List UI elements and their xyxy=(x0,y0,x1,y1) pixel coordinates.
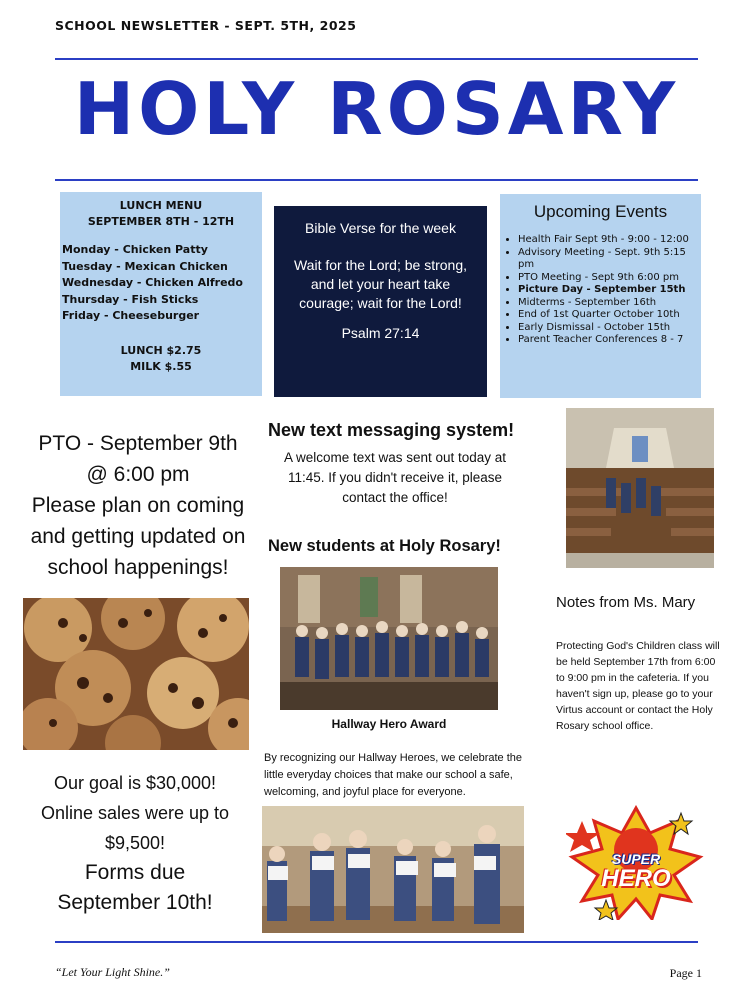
verse-title: Bible Verse for the week xyxy=(305,220,456,236)
lunch-dates: SEPTEMBER 8TH - 12TH xyxy=(87,215,235,228)
church-photo xyxy=(566,408,714,568)
cookies-photo xyxy=(23,598,249,750)
lunch-item: Friday - Cheeseburger xyxy=(62,309,200,322)
goal-due-date: September 10th! xyxy=(57,891,213,914)
top-divider xyxy=(55,58,698,60)
footer-motto: “Let Your Light Shine.” xyxy=(55,965,170,979)
goal-forms: Forms due xyxy=(84,861,186,884)
event-item: • Picture Day - September 15th xyxy=(518,284,701,297)
pto-time: @ 6:00 pm xyxy=(86,463,190,486)
logo-text-super: SUPER xyxy=(611,851,661,867)
page-number: Page 1 xyxy=(669,966,702,980)
lunch-heading: LUNCH MENU xyxy=(119,199,203,212)
event-item: • Parent Teacher Conferences 8 - 7 xyxy=(518,334,701,347)
lunch-item: Monday - Chicken Patty xyxy=(62,243,208,256)
event-item: • Advisory Meeting - Sept. 9th 5:15 pm xyxy=(518,247,701,272)
upcoming-events-box xyxy=(500,194,701,398)
goal-sales: Online sales were up to $9,500! xyxy=(40,803,230,853)
goal-line: Our goal is $30,000! xyxy=(53,773,217,793)
event-item: • Midterms - September 16th xyxy=(518,297,701,310)
notes-heading: Notes from Ms. Mary xyxy=(556,594,696,611)
newsletter-date: SCHOOL NEWSLETTER - SEPT. 5TH, 2025 xyxy=(55,18,357,33)
hallway-heroes-photo xyxy=(262,806,524,933)
new-students-heading: New students at Holy Rosary! xyxy=(268,537,501,555)
pto-date: PTO - September 9th xyxy=(38,432,238,455)
events-title: Upcoming Events xyxy=(533,202,668,221)
event-item: • PTO Meeting - Sept 9th 6:00 pm xyxy=(518,272,701,285)
verse-body: Wait for the Lord; be strong, and let your heart take courage; wait for the Lord! xyxy=(293,257,467,311)
texting-body: A welcome text was sent out today at 11:45. If you didn't receive it, please contact the office! xyxy=(283,450,507,505)
events-list xyxy=(500,234,701,347)
hallway-hero-heading: Hallway Hero Award xyxy=(331,717,447,731)
pto-announcement xyxy=(20,428,256,583)
pto-message: Please plan on coming and getting updated on school happenings! xyxy=(30,494,246,579)
fundraiser-goal xyxy=(15,768,255,918)
bible-verse-box xyxy=(274,206,487,397)
lunch-item: Wednesday - Chicken Alfredo xyxy=(62,276,243,289)
event-item: • End of 1st Quarter October 10th xyxy=(518,309,701,322)
super-hero-logo xyxy=(566,805,706,920)
logo-text-hero: HERO xyxy=(601,865,671,892)
lunch-item: Thursday - Fish Sticks xyxy=(62,292,199,306)
lunch-menu-box xyxy=(60,192,262,396)
milk-price: MILK $.55 xyxy=(130,359,192,373)
new-students-photo xyxy=(280,567,498,710)
hallway-hero-body: By recognizing our Hallway Heroes, we celebrate the little everyday choices that make our school a safe, welcoming, and joyful place for everyone. xyxy=(264,752,523,798)
notes-body: Protecting God's Children class will be held September 17th from 6:00 to 9:00 pm in the cafeteria. If you haven't sign up, please go to your Virtus account or contact the Holy Rosary school office. xyxy=(556,640,720,732)
lunch-price: LUNCH $2.75 xyxy=(120,343,202,357)
lunch-item: Tuesday - Mexican Chicken xyxy=(62,259,228,273)
footer-divider xyxy=(55,941,698,943)
event-item: • Early Dismissal - October 15th xyxy=(518,322,701,335)
texting-heading: New text messaging system! xyxy=(268,420,515,440)
masthead-title: HOLY ROSARY xyxy=(73,67,680,151)
verse-reference: Psalm 27:14 xyxy=(341,325,420,341)
event-item: • Health Fair Sept 9th - 9:00 - 12:00 xyxy=(518,234,701,247)
masthead-divider xyxy=(55,179,698,181)
